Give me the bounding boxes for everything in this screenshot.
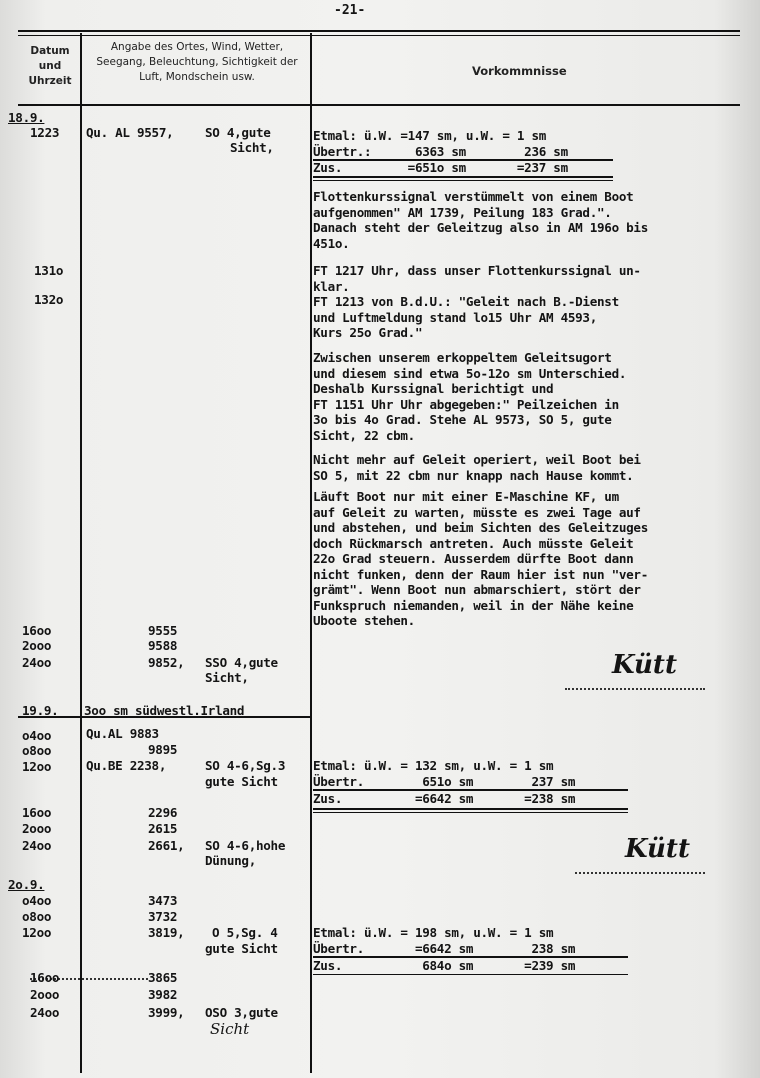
weather-1200-day2-line1: SO 4-6,Sg.3 (205, 758, 286, 773)
signature-line-day2 (575, 872, 705, 874)
etmal1-line2: Übertr.: 6363 sm 236 sm (313, 144, 568, 159)
time-2000-day1: 2ooo (22, 638, 52, 653)
page-number: -21- (334, 3, 366, 18)
date-day2: 19.9. (22, 703, 59, 718)
entry-ft-1213-bdu: FT 1213 von B.d.U.: "Geleit nach B.-Dienst und Luftmeldung stand lo15 Uhr AM 4593, Kurs 25o Grad." (313, 294, 619, 340)
weather-1200-day3-line2: gute Sicht (205, 941, 278, 956)
time-0400-day3: o4oo (22, 893, 52, 908)
time-2400-day3: 24oo (30, 1005, 60, 1020)
position-1200-day2: Qu.BE 2238, (86, 758, 167, 773)
time-2000-day3: 2ooo (30, 987, 60, 1002)
time-2400-day2: 24oo (22, 838, 52, 853)
etmal1-bottom-rule (313, 176, 613, 178)
etmal2-line3: Zus. =6642 sm =238 sm (313, 791, 576, 806)
position-0400-day2: Qu.AL 9883 (86, 726, 159, 741)
position-2400-day2: 2661, (148, 838, 185, 853)
weather-2400-day3-line2-handwritten: Sicht (210, 1020, 250, 1038)
position-0400-day3: 3473 (148, 893, 178, 908)
etmal1-bottom-rule-2 (313, 180, 613, 181)
signature-day2: Kütt (625, 834, 690, 864)
date-day1: 18.9. (8, 110, 45, 125)
time-1200-day3: 12oo (22, 925, 52, 940)
header-col-date: Datum und Uhrzeit (28, 45, 72, 87)
etmal1-line3: Zus. =651o sm =237 sm (313, 160, 568, 175)
time-0800-day3: o8oo (22, 909, 52, 924)
time-1320: 132o (34, 292, 64, 307)
time-2400-day1: 24oo (22, 655, 52, 670)
column-divider-1 (80, 33, 82, 1073)
time-1600-day2: 16oo (22, 805, 52, 820)
weather-2400-day1-line2: Sicht, (205, 670, 249, 685)
etmal2-bottom-rule (313, 808, 628, 810)
position-2000-day2: 2615 (148, 821, 178, 836)
position-2000-day1: 9588 (148, 638, 178, 653)
entry-ft-1217: FT 1217 Uhr, dass unser Flottenkurssignal un- klar. (313, 263, 641, 294)
time-0400-day2: o4oo (22, 728, 52, 743)
position-1223: Qu. AL 9557, (86, 125, 174, 140)
etmal3-line1: Etmal: ü.W. = 198 sm, u.W. = 1 sm (313, 925, 554, 940)
position-1200-day3: 3819, (148, 925, 185, 940)
etmal2-line1: Etmal: ü.W. = 132 sm, u.W. = 1 sm (313, 758, 554, 773)
signature-day1: Kütt (612, 650, 677, 680)
position-2000-day3: 3982 (148, 987, 178, 1002)
time-1600-day3: 16oo (30, 970, 60, 985)
entry-not-operating: Nicht mehr auf Geleit operiert, weil Boot bei SO 5, mit 22 cbm nur knapp nach Hause kommt. (313, 452, 641, 483)
position-2400-day1: 9852, (148, 655, 185, 670)
position-1600-day1: 9555 (148, 623, 178, 638)
header-col-events: Vorkommnisse (472, 64, 567, 78)
header-top-rule-2 (18, 35, 740, 36)
time-1223: 1223 (30, 125, 60, 140)
weather-1200-day2-line2: gute Sicht (205, 774, 278, 789)
entry-geleitsort-difference: Zwischen unserem erkoppeltem Geleitsugort und diesem sind etwa 5o-12o sm Unterschied. Deshalb Kurssignal berichtigt und FT 1151 Uhr Uhr abgegeben:" Peilzeichen in 3o bis 4o Grad. Stehe AL 9573, SO 5, gute Sicht, 22 cbm. (313, 350, 627, 443)
entry-flottenkurssignal: Flottenkurssignal verstümmelt von einem Boot aufgenommen" AM 1739, Peilung 183 Grad.". Danach steht der Geleitzug also in AM 196o bis 451o. (313, 189, 648, 251)
header-col-location: Angabe des Ortes, Wind, Wetter, Seegang, Beleuchtung, Sichtigkeit der Luft, Mondschein usw. (96, 41, 298, 83)
etmal3-bottom-rule (313, 974, 628, 975)
etmal2-line2: Übertr. 651o sm 237 sm (313, 774, 576, 789)
position-0800-day3: 3732 (148, 909, 178, 924)
weather-2400-day3-line1: OSO 3,gute (205, 1005, 278, 1020)
etmal3-line2: Übertr. =6642 sm 238 sm (313, 941, 576, 956)
header-top-rule (18, 30, 740, 32)
date-day3: 2o.9. (8, 877, 45, 892)
position-0800-day2: 9895 (148, 742, 178, 757)
time-2000-day2: 2ooo (22, 821, 52, 836)
column-divider-2 (310, 33, 312, 1073)
position-2400-day3: 3999, (148, 1005, 185, 1020)
time-1310: 131o (34, 263, 64, 278)
weather-1223-line1: SO 4,gute (205, 125, 271, 140)
weather-1223-line2: Sicht, (230, 140, 274, 155)
time-0800-day2: o8oo (22, 743, 52, 758)
etmal2-bottom-rule-2 (313, 812, 628, 813)
time-1200-day2: 12oo (22, 759, 52, 774)
signature-line-day1 (565, 688, 705, 690)
position-1600-day2: 2296 (148, 805, 178, 820)
etmal1-line1: Etmal: ü.W. =147 sm, u.W. = 1 sm (313, 128, 547, 143)
etmal3-line3: Zus. 684o sm =239 sm (313, 958, 576, 973)
weather-2400-day1-line1: SSO 4,gute (205, 655, 278, 670)
entry-e-maschine: Läuft Boot nur mit einer E-Maschine KF, um auf Geleit zu warten, müsste es zwei Tage auf und abstehen, und beim Sichten des Geleitzuges doch Rückmarsch antreten. Auch müsste Geleit 22o Grad steuern. Ausserdem dürfte Boot dann nicht funken, denn der Raum hier ist nun "ver- grämt". Wenn Boot nun abmarschiert, stört der Funkspruch niemanden, weil in der Nähe keine Uboote stehen. (313, 489, 648, 628)
weather-2400-day2-line2: Dünung, (205, 853, 256, 868)
weather-2400-day2-line1: SO 4-6,hohe (205, 838, 286, 853)
position-1600-day3: 3865 (148, 970, 178, 985)
time-1600-day1: 16oo (22, 623, 52, 638)
header-bottom-rule (18, 104, 740, 106)
location-day2: 3oo sm südwestl.Irland (84, 703, 245, 718)
weather-1200-day3-line1: O 5,Sg. 4 (212, 925, 278, 940)
